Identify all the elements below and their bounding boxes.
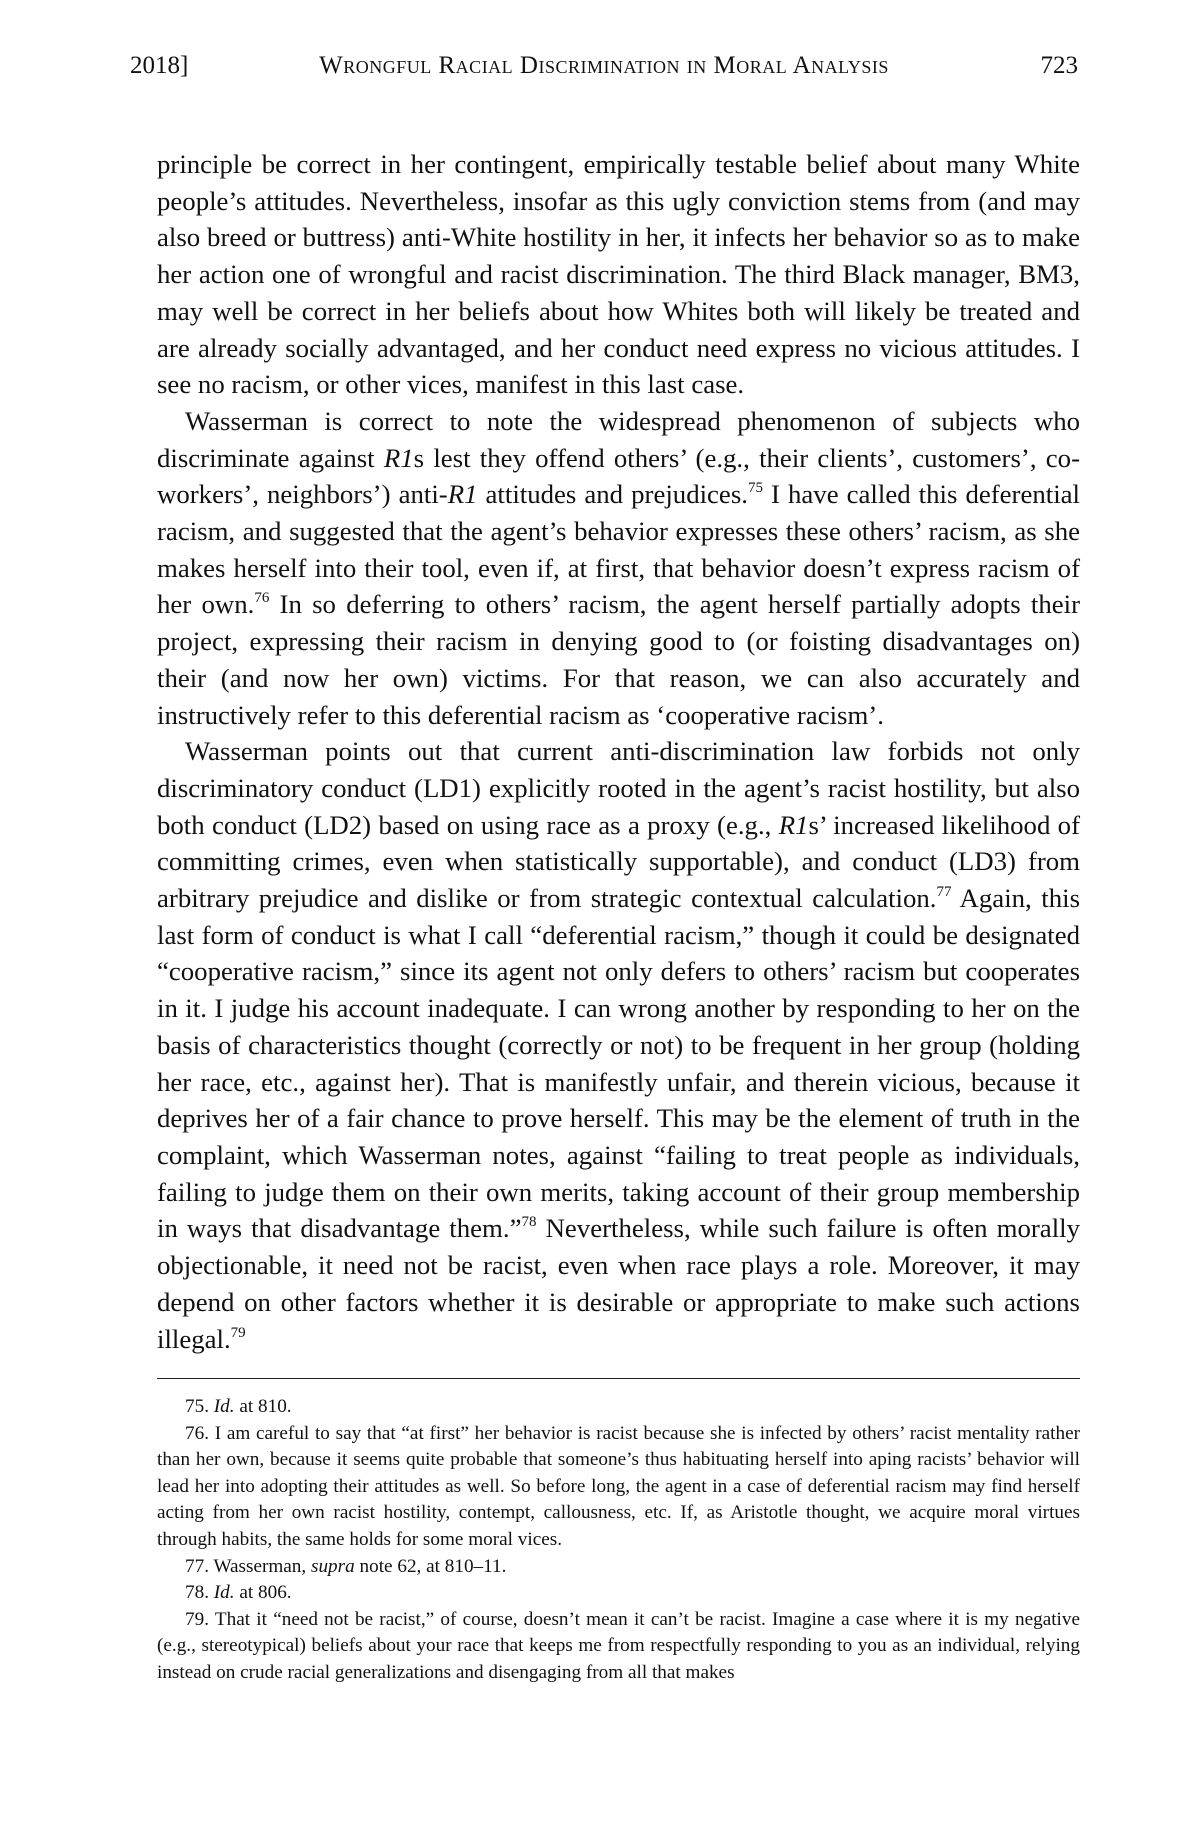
citation-id: Id. bbox=[213, 1396, 235, 1417]
text-run: Wasserman is correct to note the widespread phenomenon of subjects who discriminate against bbox=[157, 405, 1080, 473]
text-run: s lest they offend others’ (e.g., their clients’, customers’, co- workers’, neighbors’) anti- bbox=[157, 442, 1080, 510]
paragraph-continued bbox=[157, 146, 1080, 403]
footnote-number: 79. bbox=[185, 1608, 209, 1630]
footnote-text: at 810. bbox=[234, 1396, 292, 1417]
footnote-ref-79[interactable]: 79 bbox=[230, 1324, 246, 1341]
footnote-number: 78. bbox=[185, 1582, 209, 1604]
body-text bbox=[157, 146, 1080, 1357]
footnote-ref-75[interactable]: 75 bbox=[747, 480, 763, 497]
footnotes bbox=[157, 1394, 1080, 1687]
running-head-year: 2018] bbox=[130, 52, 189, 79]
footnote-ref-77[interactable]: 77 bbox=[936, 884, 952, 901]
footnote-text: I am careful to say that “at first” her behavior is racist because she is infected by others’ racist mentality rather than her own, because it seems quite probable that someone’s thus habituating herself into aping racists’ behavior will lead her into adopting their attitudes as well. So before long, the agent in a case of deferential racism may find herself acting from her own racist hostility, contempt, callousness, etc. If, as Aristotle thought, we acquire moral virtues through habits, the same holds for some moral vices. bbox=[157, 1422, 1081, 1550]
footnote-text: That it “need not be racist,” of course, doesn’t mean it can’t be racist. Imagine a case where it is my negative (e.g., stereotypical) beliefs about your race that keeps me from respectfully responding to you as an individual, relying instead on crude racial generalizations and disengaging from all that makes bbox=[157, 1608, 1080, 1683]
paragraph-anti-discrimination-law bbox=[157, 733, 1080, 1357]
citation-id: Id. bbox=[213, 1582, 235, 1604]
text-run: attitudes and prejudices. bbox=[477, 479, 748, 510]
footnote-ref-76[interactable]: 76 bbox=[254, 590, 270, 607]
text-run: Wasserman points out that current anti-discrimination law forbids not only discriminatory conduct (LD1) explicitly rooted in the agent’s racist hostility, but also both conduct (LD2) based on using race as a proxy (e.g., bbox=[157, 736, 1080, 840]
text-run: I have called this deferential racism, and suggested that the agent’s behavior expresses these others’ racism, as she makes herself into their tool, even if, at first, that behavior doesn’t express racism of her own. bbox=[157, 479, 1081, 620]
footnote-78 bbox=[157, 1580, 1080, 1607]
footnote-75 bbox=[157, 1394, 1080, 1421]
text-run: Again, this last form of conduct is what I call “deferential racism,” though it could be designated “cooperative racism,” since its agent not only defers to others’ racism but cooperates in it. I judge his account inadequate. I can wrong another by responding to her on the basis of characteristics thought (correctly or not) to be frequent in her group (holding her race, etc., against her). That is manifestly unfair, and therein vicious, because it deprives her of a fair chance to prove herself. This may be the element of truth in the complaint, which Wasserman notes, against “failing to treat people as individuals, failing to judge them on their own merits, taking account of their group membership in ways that disadvantage them.” bbox=[157, 883, 1080, 1244]
footnote-divider bbox=[157, 1378, 1080, 1379]
text-run: principle be correct in her contingent, empirically testable belief about many White people’s attitudes. Nevertheless, insofar as this ugly conviction stems from (and may also breed or buttress) anti-White hostility in her, it infects her behavior so as to make her action one of wrongful and racist discrimination. The third Black manager, BM3, may well be correct in her beliefs about how Whites both will likely be treated and are already socially advantaged, and her conduct need express no vicious attitudes. I see no racism, or other vices, manifest in this last case. bbox=[157, 149, 1080, 400]
term-r1: R1 bbox=[383, 442, 414, 473]
paragraph-deferential-racism bbox=[157, 403, 1080, 733]
footnote-number: 77. bbox=[185, 1555, 209, 1577]
footnote-text: at 806. bbox=[234, 1582, 292, 1604]
footnote-number: 76. bbox=[185, 1422, 209, 1444]
footnote-76 bbox=[157, 1421, 1080, 1554]
footnote-text: Wasserman, bbox=[213, 1555, 311, 1577]
page-number: 723 bbox=[1040, 52, 1078, 79]
footnote-text: note 62, at 810–11. bbox=[354, 1555, 507, 1577]
term-r1: R1 bbox=[778, 809, 809, 840]
text-run: s’ increased likelihood of committing crimes, even when statistically supportable), and conduct (LD3) from arbitrary prejudice and dislike or from strategic contextual calculation. bbox=[157, 809, 1081, 914]
citation-supra: supra bbox=[311, 1555, 355, 1577]
footnote-79 bbox=[157, 1607, 1080, 1687]
text-run: In so deferring to others’ racism, the agent herself partially adopts their project, expressing their racism in denying good to (or foisting disadvantages on) their (and now her own) victims. For that reason, we can also accurately and instructively refer to this deferential racism as ‘cooperative racism’. bbox=[157, 589, 1080, 730]
text-run: Nevertheless, while such failure is often morally objectionable, it need not be racist, even when race plays a role. Moreover, it may depend on other factors whether it is desirable or appropriate to make such actions illegal. bbox=[157, 1213, 1080, 1354]
footnote-number: 75. bbox=[185, 1396, 209, 1417]
term-r1: R1 bbox=[447, 479, 478, 510]
footnote-77 bbox=[157, 1554, 1080, 1581]
running-head-title: Wrongful Racial Discrimination in Moral Analysis bbox=[319, 52, 889, 79]
footnote-ref-78[interactable]: 78 bbox=[521, 1214, 537, 1231]
running-head bbox=[130, 52, 1078, 92]
